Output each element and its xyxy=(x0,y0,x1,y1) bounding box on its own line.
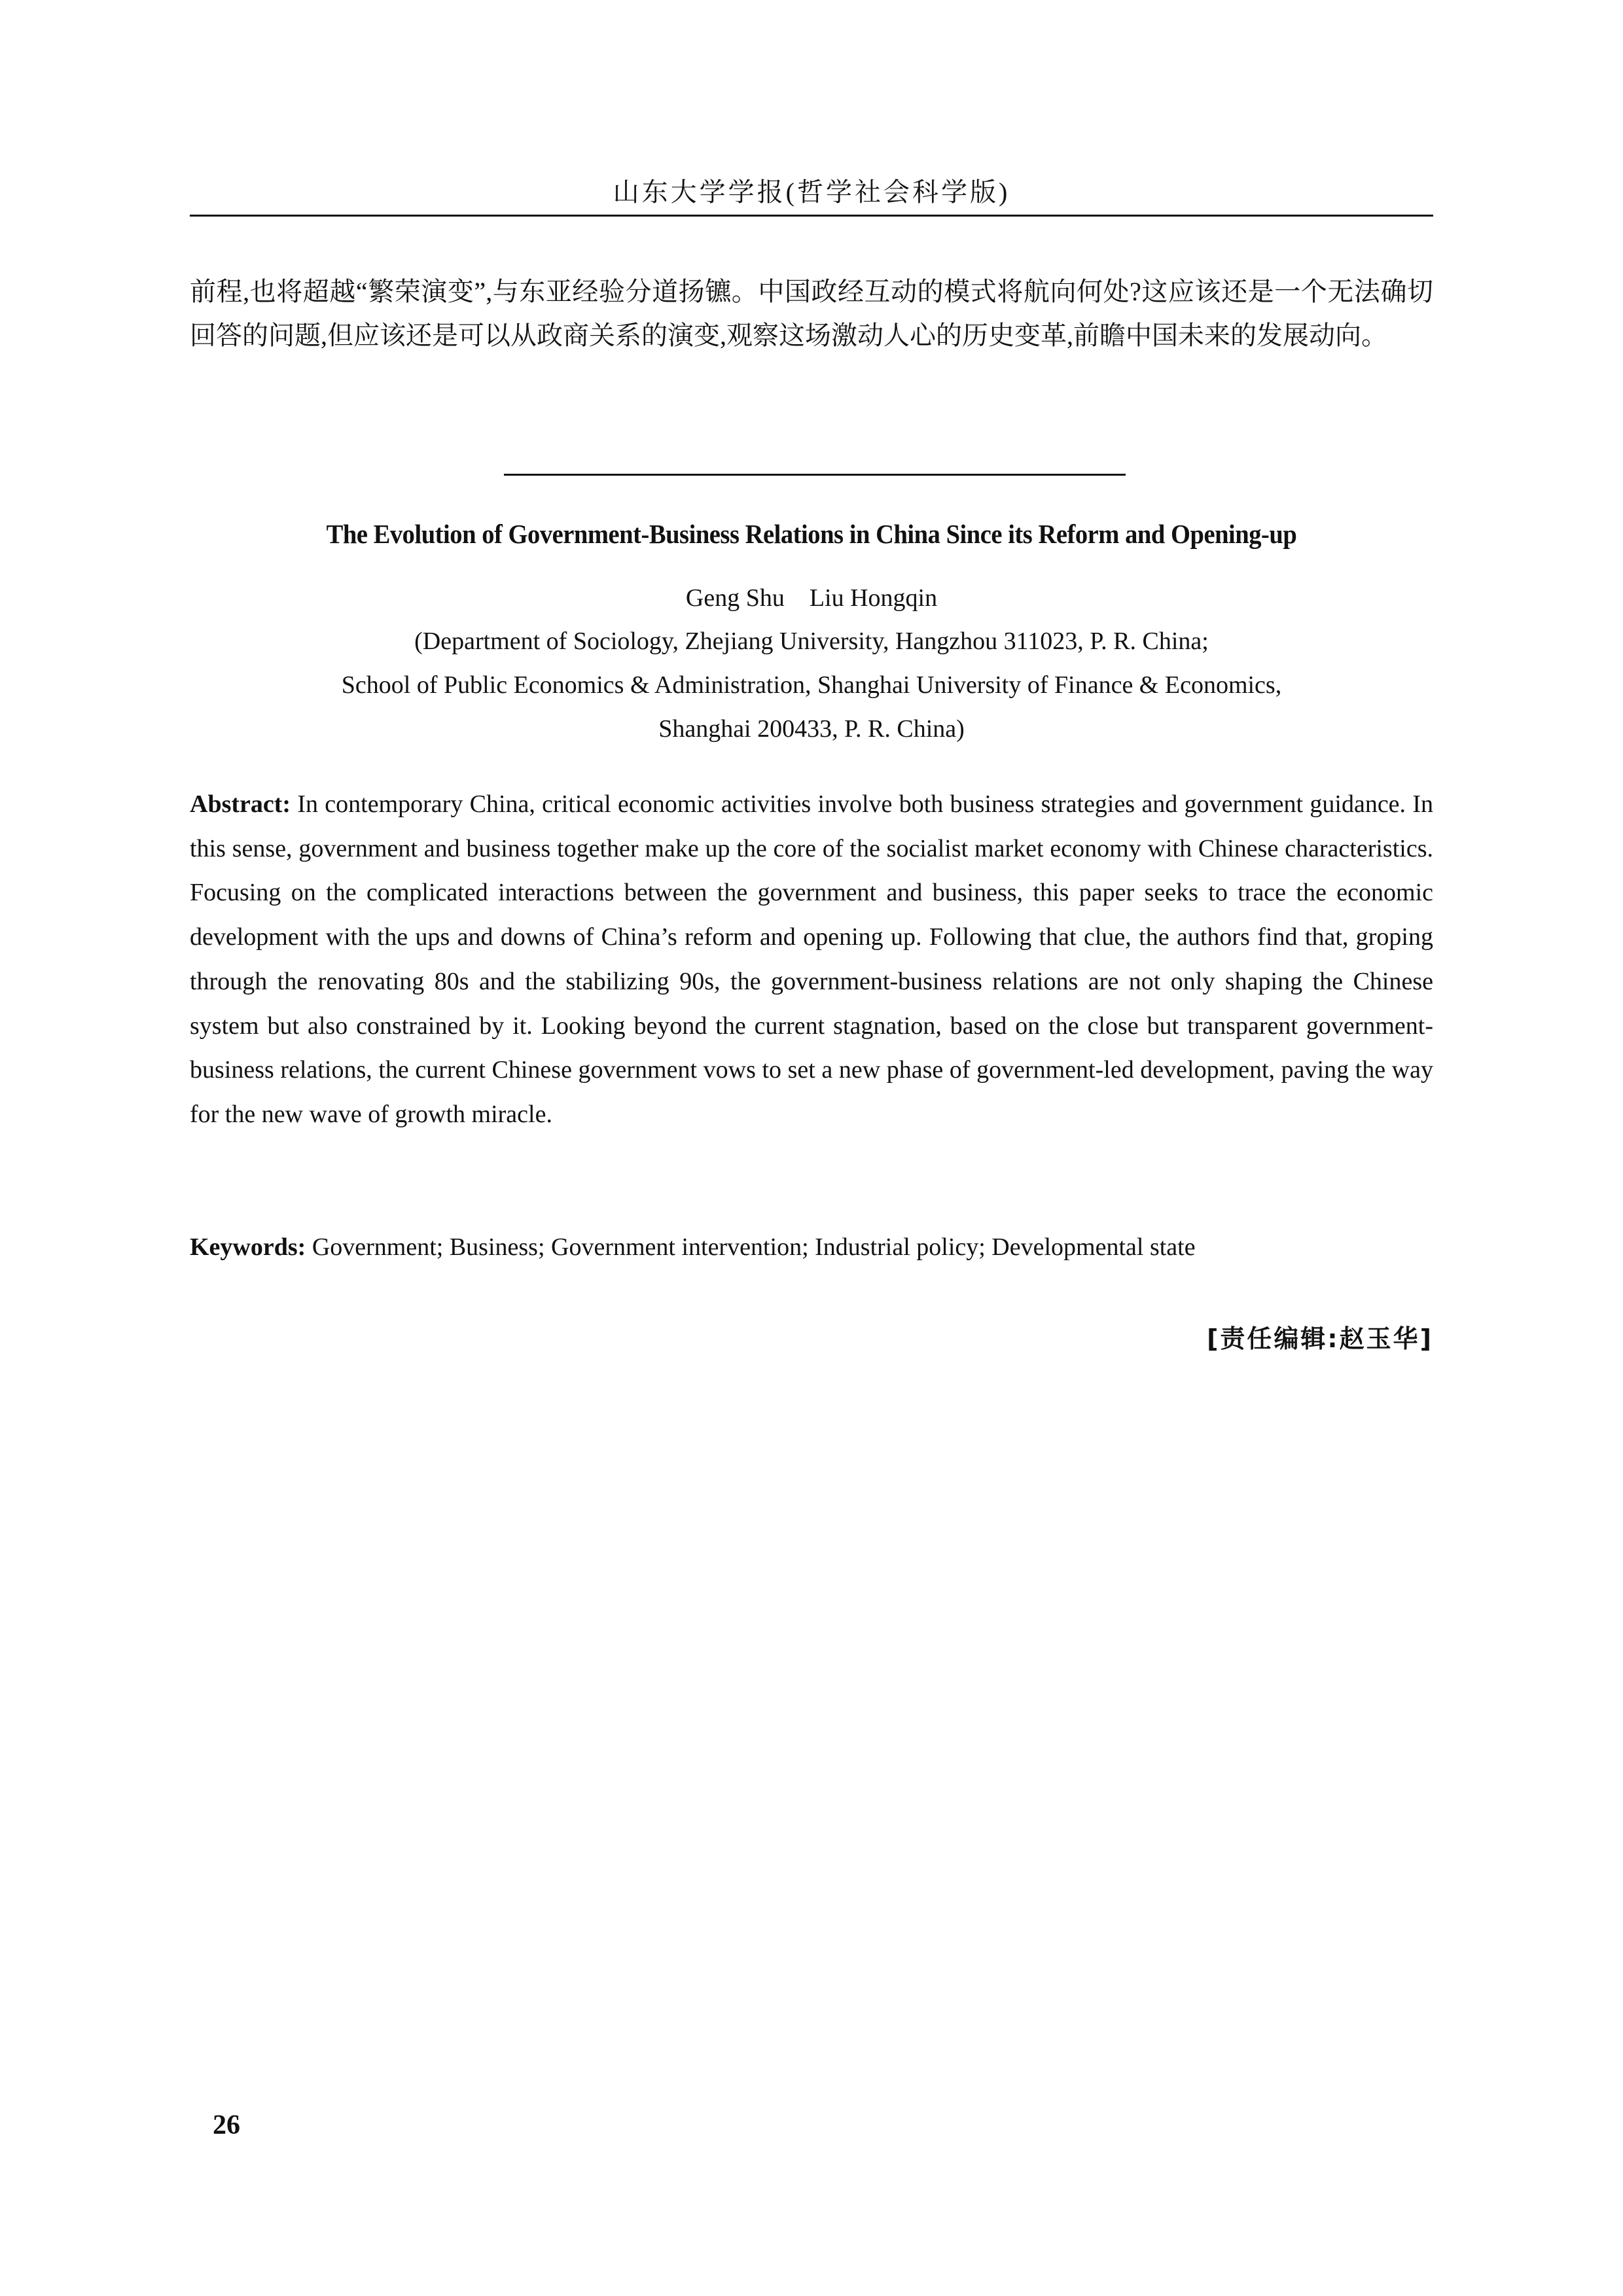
english-title: The Evolution of Government-Business Relations in China Since its Reform and Opening-up xyxy=(326,519,1297,549)
chinese-body-text xyxy=(190,270,1433,357)
affiliation-line: School of Public Economics & Administration, Shanghai University of Finance & Economics, xyxy=(341,671,1282,699)
section-separator xyxy=(504,474,1126,476)
responsible-editor: [责任编辑:赵玉华] xyxy=(1207,1324,1433,1353)
running-header: 山东大学学报(哲学社会科学版) xyxy=(613,177,1010,207)
affiliation-line: Shanghai 200433, P. R. China) xyxy=(658,715,965,743)
authors: Geng Shu Liu Hongqin xyxy=(685,584,938,612)
header-rule xyxy=(190,215,1433,217)
chinese-paragraph: 前程,也将超越“繁荣演变”,与东亚经验分道扬镳。中国政经互动的模式将航向何处?这应该还是一个无法确切回答的问题,但应该还是可以从政商关系的演变,观察这场激动人心的历史变革,前瞻中国未来的发展动向。 xyxy=(190,277,1433,350)
keywords xyxy=(190,1226,1433,1269)
affiliation-line: (Department of Sociology, Zhejiang University, Hangzhou 311023, P. R. China; xyxy=(414,627,1209,655)
keywords-label: Keywords: xyxy=(190,1233,306,1261)
abstract-text: In contemporary China, critical economic activities involve both business strategies and government guidance. In this sense, government and business together make up the core of the socialist market economy with Chinese characteristics. Focusing on the complicated interactions between the government and business, this paper seeks to trace the economic development with the ups and downs of China’s reform and opening up. Following that clue, the authors find that, groping through the renovating 80s and the stabilizing 90s, the government-business relations are not only shaping the Chinese system but also constrained by it. Looking beyond the current stagnation, based on the close but transparent government-business relations, the current Chinese government vows to set a new phase of government-led development, paving the way for the new wave of growth miracle. xyxy=(190,790,1434,1128)
abstract-label: Abstract: xyxy=(190,790,291,818)
abstract xyxy=(190,783,1433,1137)
keywords-text: Government; Business; Government intervention; Industrial policy; Developmental state xyxy=(312,1233,1196,1261)
page-number: 26 xyxy=(213,2110,240,2140)
